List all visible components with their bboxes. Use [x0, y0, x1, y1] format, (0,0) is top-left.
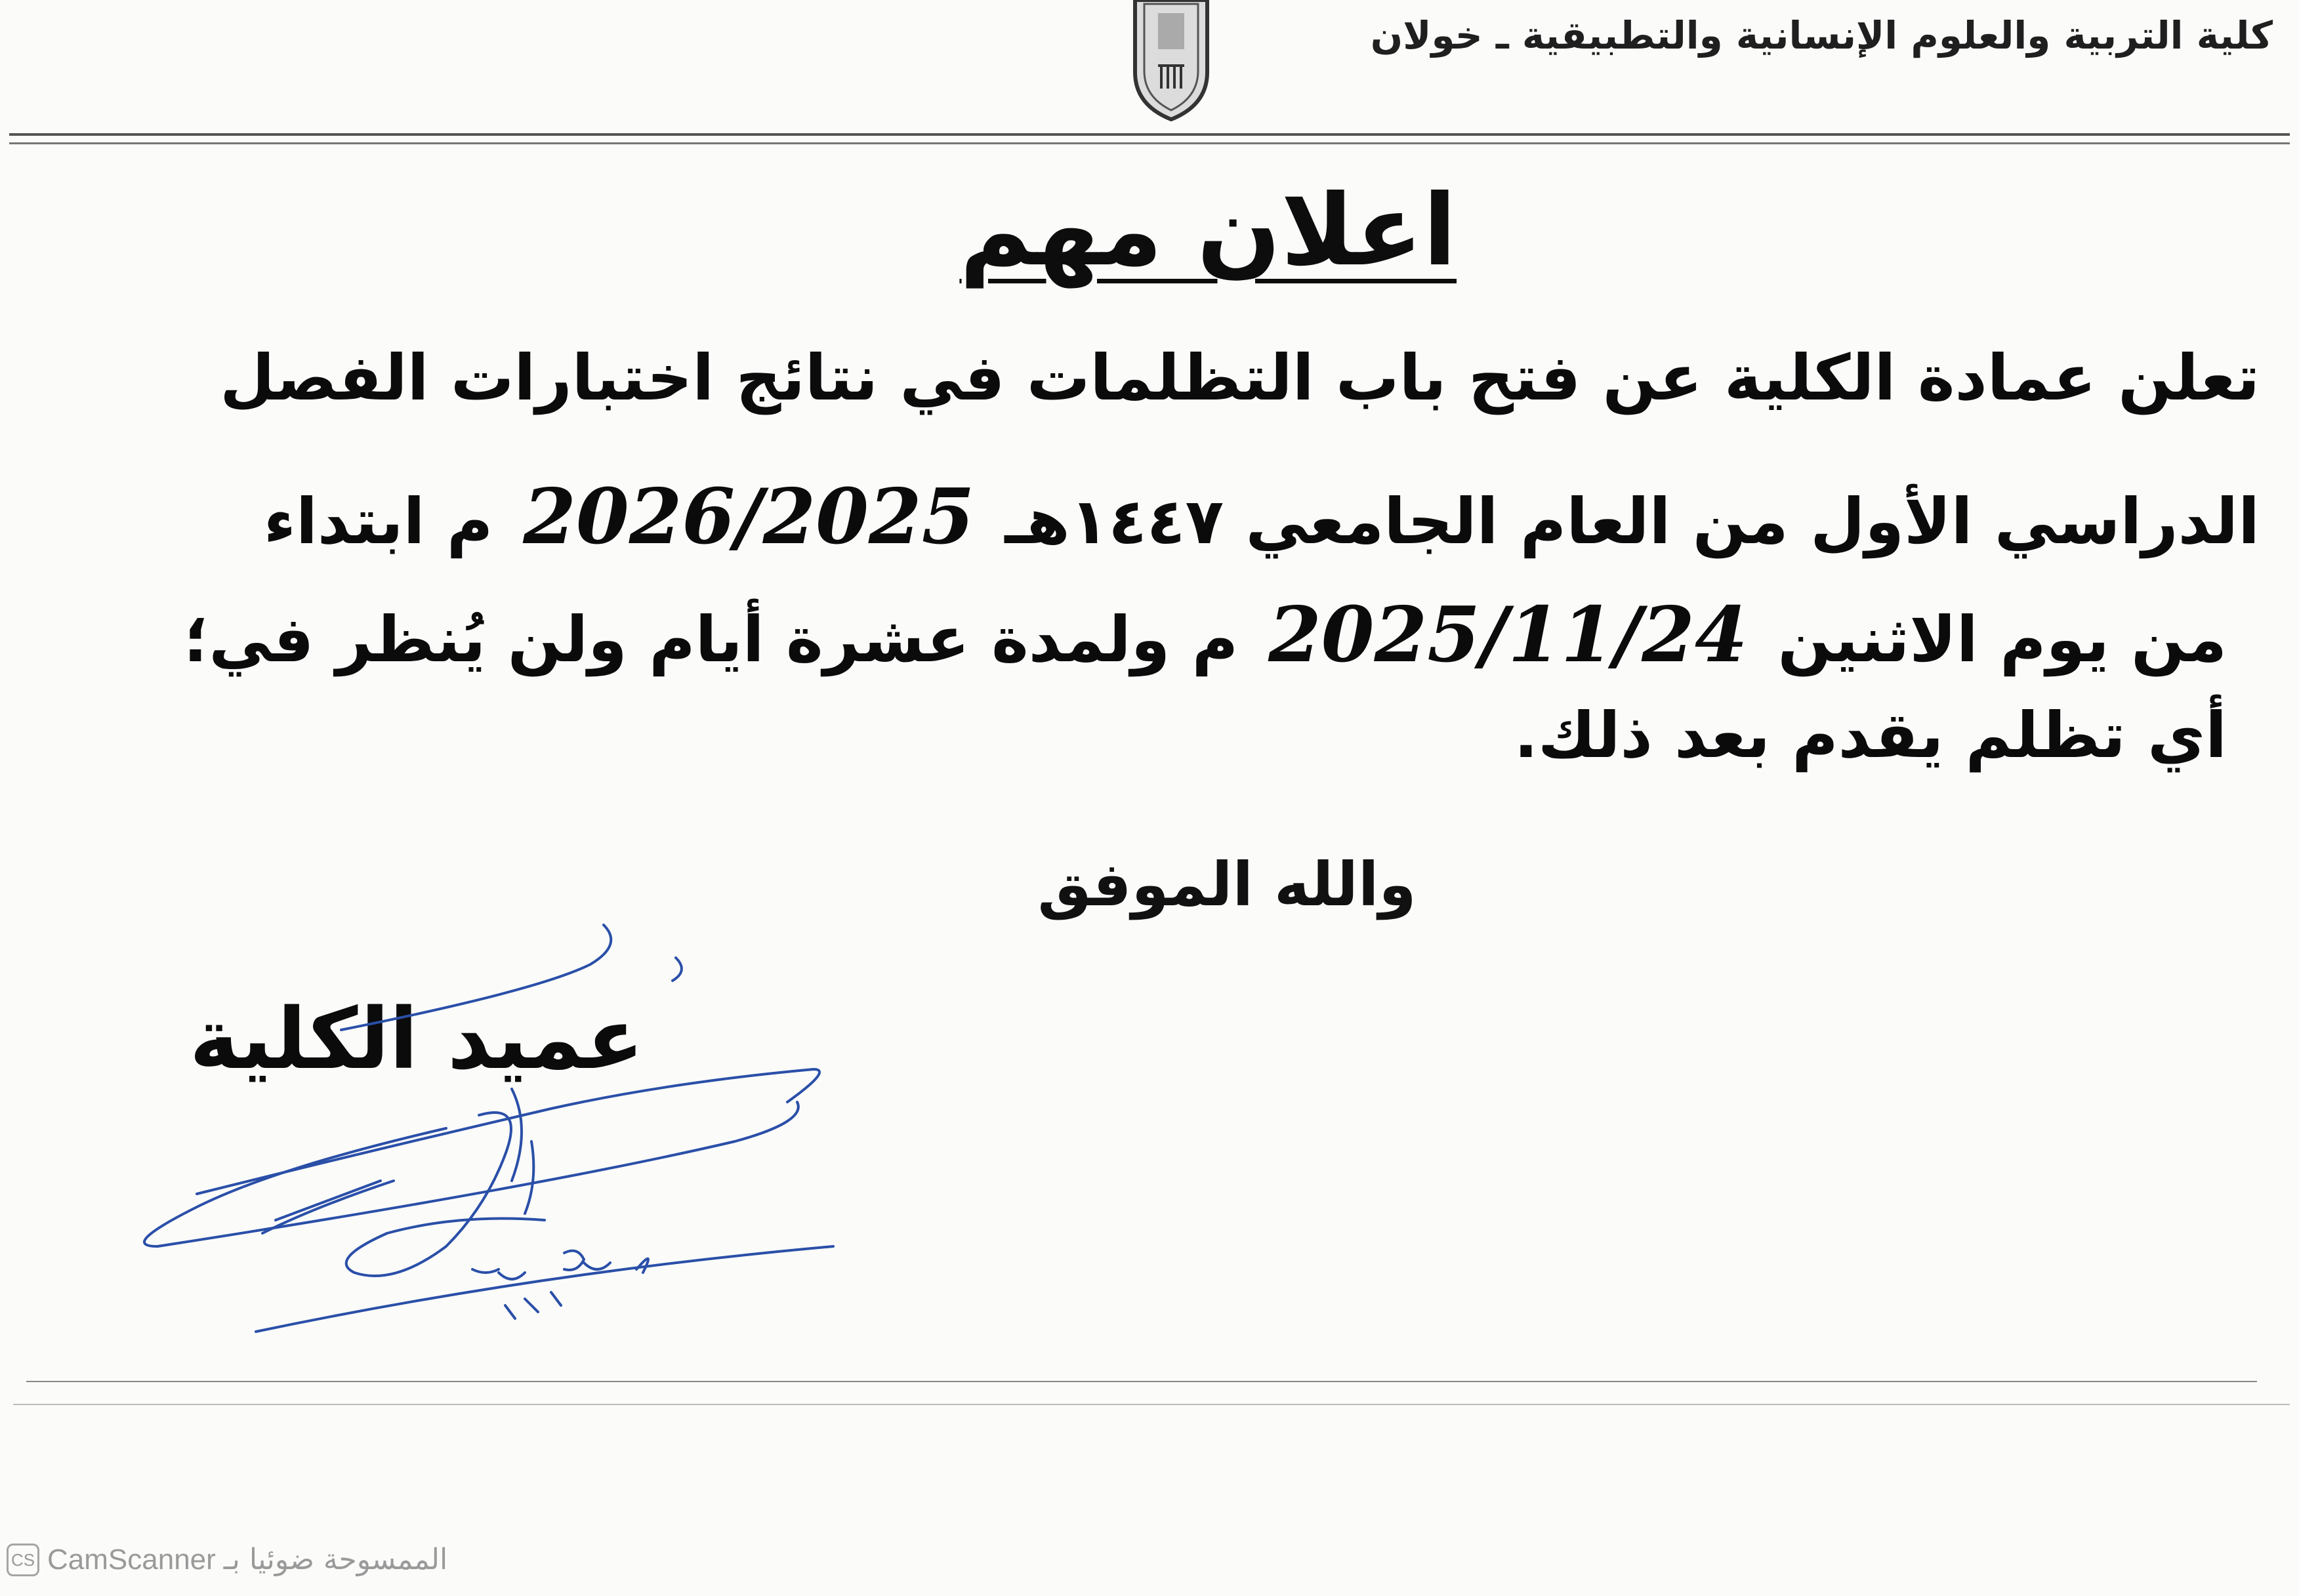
handwritten-signature-icon	[79, 905, 840, 1364]
camscanner-icon: CS	[7, 1544, 39, 1576]
scanner-name: CamScanner	[47, 1543, 216, 1576]
university-emblem-icon	[1122, 0, 1220, 121]
announcement-line-2	[121, 472, 2260, 562]
announcement-line-3	[88, 590, 2227, 680]
college-header: كلية التربية والعلوم الإنسانية والتطبيقية ـ خولان	[1370, 13, 2273, 58]
line-3-start: من يوم الاثنين	[1777, 603, 2227, 676]
dean-title: عميد الكلية	[189, 991, 644, 1088]
header-divider	[9, 133, 2290, 144]
announcement-title: اعلان مهم	[959, 174, 1457, 288]
line-3-end: م ولمدة عشرة أيام ولن يُنظر في؛	[184, 603, 1239, 676]
start-date: 2025/11/24	[1268, 590, 1748, 680]
announcement-line-4: أي تظلم يقدم بعد ذلك.	[1514, 699, 2227, 772]
announcement-line-1: تعلن عمادة الكلية عن فتح باب التظلمات في نتائج اختبارات الفصل	[220, 341, 2260, 415]
line-2-end: م ابتداء	[263, 485, 493, 558]
camscanner-watermark	[7, 1543, 447, 1576]
closing-phrase: والله الموفق	[1037, 849, 1417, 920]
scanner-prefix: الممسوحة ضوئيا بـ	[223, 1543, 448, 1576]
footer-divider	[26, 1381, 2257, 1382]
footer-divider-secondary	[13, 1404, 2290, 1405]
line-2-start: الدراسي الأول من العام الجامعي ١٤٤٧هـ	[1005, 485, 2260, 558]
academic-year: 2026/2025	[523, 472, 975, 562]
